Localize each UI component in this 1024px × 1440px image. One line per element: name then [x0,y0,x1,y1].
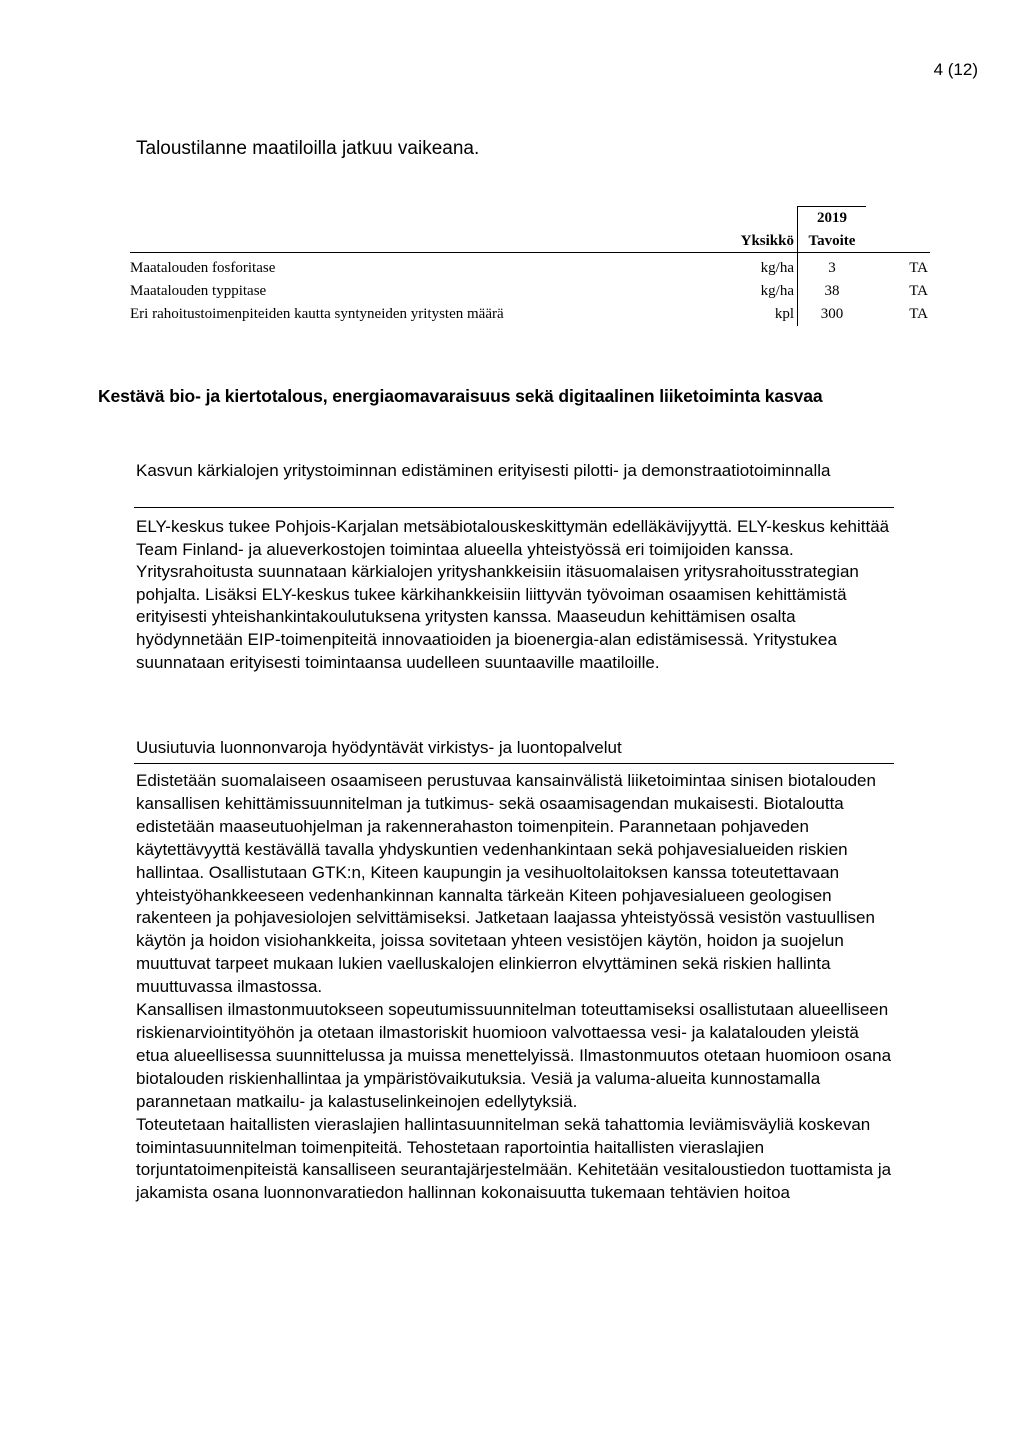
paragraph: Kansallisen ilmastonmuutokseen sopeutumissuunnitelman toteuttamiseksi osallistutaan alueelliseen riskienarviointityöhön ja otetaan ilmastoriskit huomioon valvottaessa vesi- ja kalatalouden yleistä etua alueellisessa suunnittelussa ja muissa menettelyissä. Ilmastonmuutos otetaan huomioon osana biotalouden riskienhallintaa ja ympäristövaikutuksia. Vesiä ja valuma-alueita kunnostamalla parannetaan matkailu- ja kalastuselinkeinojen edellytyksiä. [136,1000,892,1111]
row-unit: kg/ha [684,280,798,303]
row-name: Maatalouden fosforitase [130,260,276,276]
row-unit: kg/ha [684,253,798,281]
divider [134,507,894,508]
row-status: TA [909,306,928,322]
header-target: Tavoite [798,230,867,253]
row-unit: kpl [684,303,798,326]
row-name: Maatalouden typpitase [130,283,267,299]
subsection-body-growth: ELY-keskus tukee Pohjois-Karjalan metsäbiotalouskeskittymän edelläkävijyyttä. ELY-keskus kehittää Team Finland- ja alueverkostojen toimintaa alueella yhteistyössä eri toimijoiden kanssa. Yritysrahoitusta suunnataan kärkialojen yrityshankkeisiin itäsuomalaisen yritysrahoitusstrategian pohjalta. Lisäksi ELY-keskus tukee kärkihankkeisiin liittyvän työvoiman osaamisen kehittämistä erityisesti yhteishankintakoulutuksena yritysten kanssa. Maaseudun kehittämisen osalta hyödynnetään EIP-toimenpiteitä innovaatioiden ja bioenergia-alan edistämisessä. Yritystukea suunnataan erityisesti toimintaansa uudelleen suuntaaville maatiloille. [136,517,890,672]
row-status: TA [909,283,928,299]
intro-text: Taloustilanne maatiloilla jatkuu vaikeana. [136,138,480,159]
subsection-heading-growth: Kasvun kärkialojen yritystoiminnan edistäminen erityisesti pilotti- ja demonstraatiotoiminnalla [136,461,831,480]
divider [134,763,894,764]
subsection-heading-recreation: Uusiutuvia luonnonvaroja hyödyntävät virkistys- ja luontopalvelut [136,738,622,757]
row-status: TA [909,260,928,276]
table-row [130,280,930,303]
table-row [130,303,930,326]
indicator-table [130,206,930,326]
row-target: 3 [828,260,836,276]
paragraph: Toteutetaan haitallisten vieraslajien hallintasuunnitelman sekä tahattomia leviämisväyliä koskevan toimintasuunnitelman toimenpiteitä. Tehostetaan raportointia haitallisten vieraslajien torjuntatoimenpiteistä kansalliseen seurantajärjestelmään. Kehitetään vesitaloustiedon tuottamista ja jakamista osana luonnonvaratiedon hallinnan kokonaisuutta tukemaan tehtävien hoitoa [136,1114,892,1203]
table-row [130,253,930,281]
section-heading: Kestävä bio- ja kiertotalous, energiaomavaraisuus sekä digitaalinen liiketoiminta kasvaa [98,386,823,406]
header-year: 2019 [798,207,867,231]
row-name: Eri rahoitustoimenpiteiden kautta syntyneiden yritysten määrä [130,306,504,322]
paragraph: Edistetään suomalaiseen osaamiseen perustuvaa kansainvälistä liiketoimintaa sinisen biotalouden kansallisen kehittämissuunnitelman ja tutkimus- sekä osaamisagendan mukaisesti. Biotaloutta edistetään maaseutuohjelman ja rakennerahaston toimenpitein. Parannetaan pohjaveden käytettävyyttä kestävällä tavalla yhdyskuntien vedenhankintaan sekä pohjavesialueiden riskien hallintaa. Osallistutaan GTK:n, Kiteen kaupungin ja vesihuoltolaitoksen kanssa toteutettavaan yhteistyöhankkeeseen vedenhankinnan kannalta tärkeän Kiteen pohjavesialueen geologisen rakenteen ja pohjavesiolojen selvittämiseksi. Jatketaan laajassa yhteistyössä vesistön vastuullisen käytön ja hoidon visiohankkeita, joissa sovitetaan yhteen vesistöjen käytön, hoidon ja suojelun muuttuvat tarpeet mukaan lukien vaelluskalojen elinkierron elvyttäminen sekä riskien hallinta muuttuvassa ilmastossa. [136,771,876,997]
page-number: 4 (12) [933,60,978,79]
row-target: 300 [820,306,844,322]
header-unit: Yksikkö [684,230,798,253]
row-target: 38 [824,283,840,299]
subsection-body-recreation [136,770,896,1205]
